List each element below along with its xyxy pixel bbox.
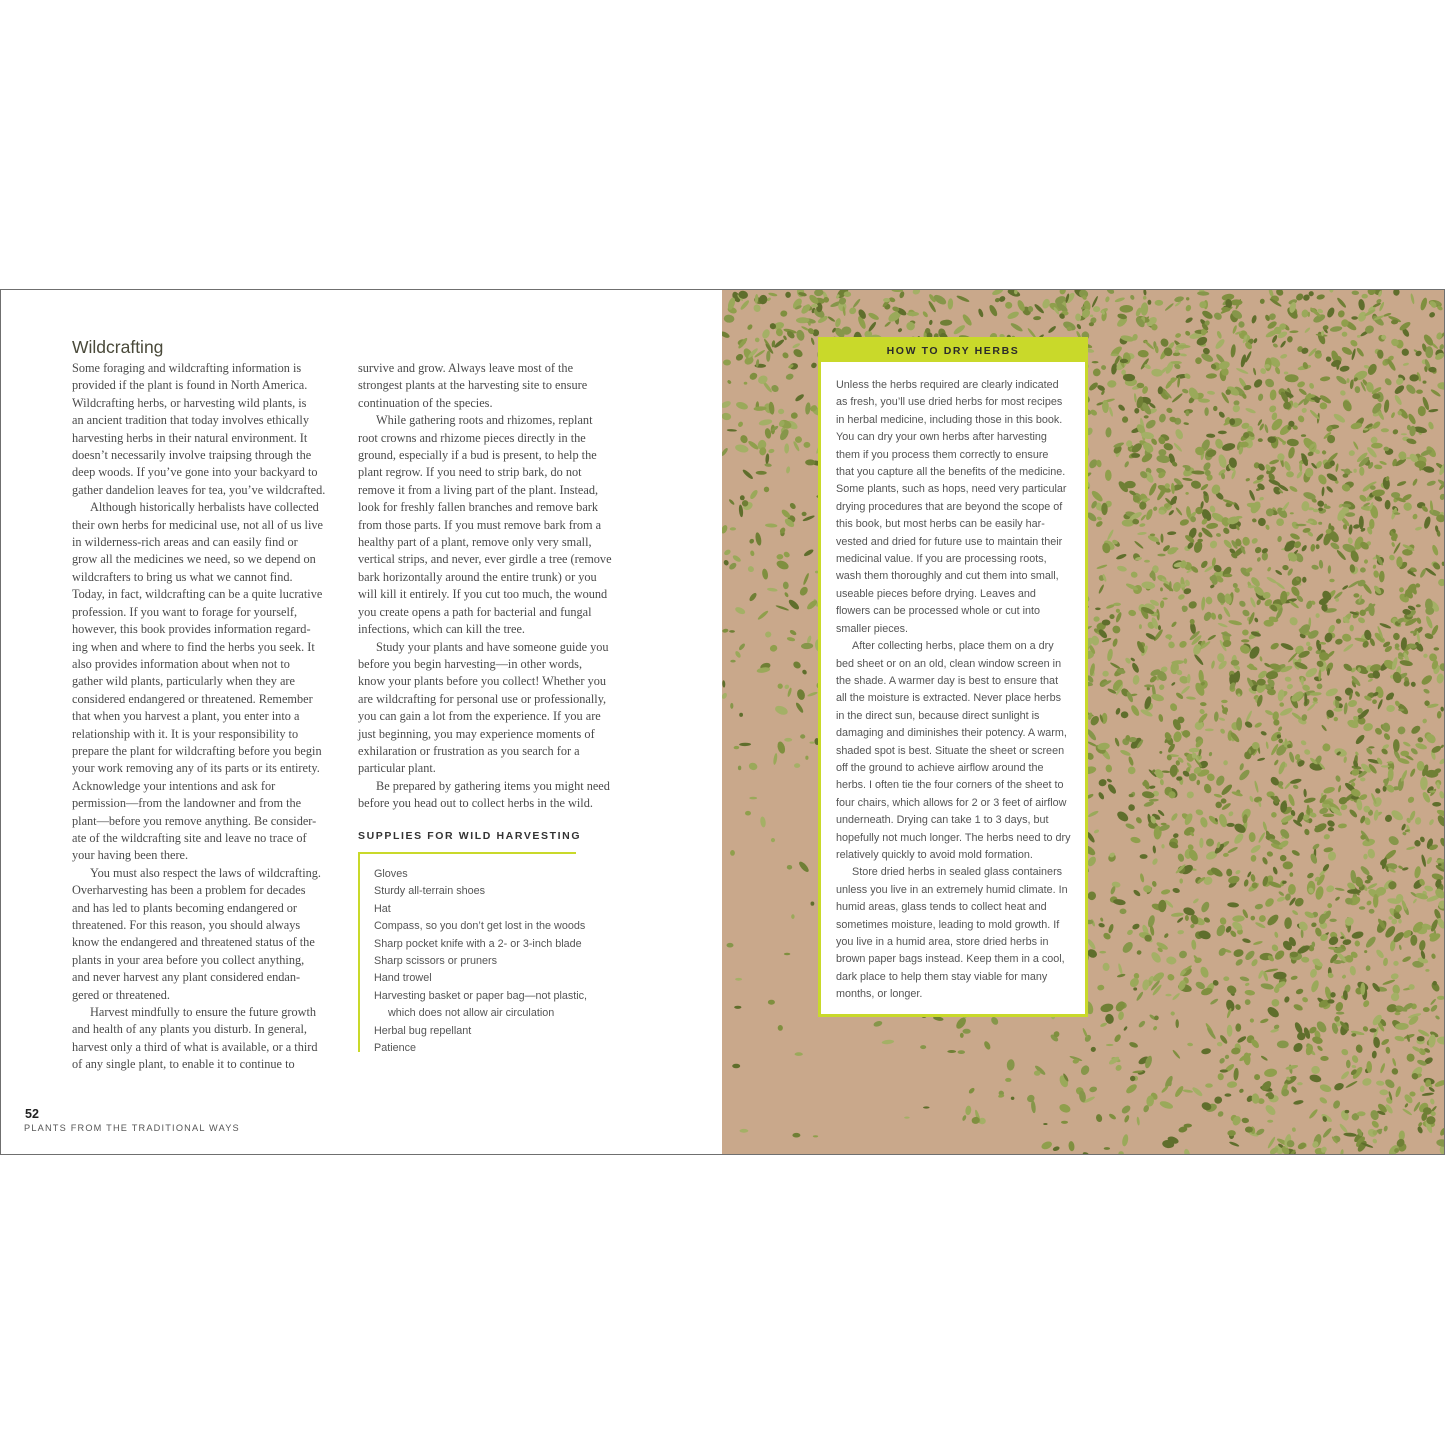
page-number: 52 [25,1107,39,1121]
sidebar-header [821,340,1085,362]
text-line: ing when and where to find the herbs you seek. It [72,639,315,654]
text-line: in the direct sun, because direct sunlight is [836,709,1040,722]
text-line: relationship with it. It is your responsibility to [72,726,299,741]
text-line: doesn’t necessarily involve traipsing through the [72,448,312,463]
text-line: Wildcrafting herbs, or harvesting wild plants, is [72,395,307,410]
text-line: you can gain a lot from the experience. If you are [358,709,601,724]
text-line: exhilaration or frustration as you search for a [358,743,580,758]
text-line: You can dry your own herbs after harvesting [836,431,1047,444]
text-line: four chairs, which allows for 2 or 3 feet of airflow [836,796,1067,809]
text-line: survive and grow. Always leave most of the [358,361,574,375]
text-line: humid areas, glass tends to collect heat and [836,901,1047,914]
text-line: gered or threatened. [72,987,170,1002]
text-line: threatened. For this reason, you should always [72,918,301,932]
text-line: bed sheet or on an old, clean window screen in [836,657,1062,670]
text-line: also provides information about when not to [72,656,290,671]
sidebar-title: HOW TO DRY HERBS [886,345,1020,357]
text-line: an ancient tradition that today involves ethically [72,413,309,428]
text-line: months, or longer. [836,988,923,1001]
text-line: root crowns and rhizome pieces directly in the [358,430,586,445]
text-line: hopefully not much longer. The herbs need to dry [836,831,1071,844]
how-to-dry-herbs-sidebar [818,337,1088,1017]
text-line: Acknowledge your intentions and ask for [72,778,276,793]
text-line: plants in your area before you collect anything, [72,952,305,967]
text-line: infections, which can kill the tree. [358,622,525,637]
text-line: underneath. Drying can take 1 to 3 days, but [836,814,1049,827]
text-line: brown paper bags instead. Keep them in a cool, [836,953,1065,966]
text-line: off the ground to achieve airflow around the [836,761,1044,774]
text-line: Some plants, such as hops, need very particular [836,483,1067,496]
text-line: of any single plant, to enable it to continue to [72,1057,295,1072]
text-line: as fresh, you’ll use dried herbs for most recipes [836,396,1063,409]
text-line: will kill it entirely. If you cut too much, the wound [358,587,608,602]
text-line: healthy part of a plant, remove only very small, [358,535,592,550]
text-line: You must also respect the laws of wildcrafting. [90,865,321,880]
sidebar-text [836,377,1070,1004]
text-line: herbs. I often tie the four corners of the sheet to [836,779,1064,792]
text-line: know the endangered and threatened status of the [72,935,315,950]
text-line: After collecting herbs, place them on a dry [852,640,1054,653]
supply-item: Patience [374,1042,417,1055]
supply-item: which does not allow air circulation [388,1007,555,1020]
text-line: plant regrow. If you need to strip bark, do not [358,465,582,480]
text-line: ground, especially if a bud is present, to help the [358,448,597,463]
text-line: relatively quickly to avoid mold formation. [836,848,1033,861]
supply-item: Sharp pocket knife with a 2- or 3-inch blade [374,937,582,950]
text-line: from those parts. If you must remove bark from a [358,517,602,532]
text-line: that when you harvest a plant, you enter into a [72,709,300,724]
supply-item: Harvesting basket or paper bag—not plastic, [374,989,588,1002]
text-line: provided if the plant is found in North America. [72,378,308,393]
text-line: useable pieces before drying. Leaves and [836,587,1036,600]
text-line: considered endangered or threatened. Remember [72,691,313,706]
text-line: wash them thoroughly and cut them into small, [836,570,1059,583]
text-line: Overharvesting has been a problem for decades [72,883,306,898]
text-line: permission—from the landowner and from the [72,796,302,811]
text-line: are wildcrafting for personal use or professionally, [358,691,607,706]
supply-item: Herbal bug repellant [374,1024,472,1037]
text-line: Although historically herbalists have collected [90,500,319,515]
text-line: Study your plants and have someone guide you [376,639,609,654]
section-title: Wildcrafting [72,337,164,357]
supplies-list [374,866,587,1057]
text-line: Store dried herbs in sealed glass containers [852,866,1063,879]
text-line: vertical strips, and never, ever girdle a tree (remove [358,552,612,567]
left-page [1,290,722,1154]
text-line: harvest only a third of what is available, or a third [72,1039,318,1054]
text-line: damaging and diminishes their potency. A warm, [836,727,1067,740]
text-line: them if you process them correctly to ensure [836,448,1049,461]
text-line: their own herbs for medicinal use, not all of us live [72,517,323,532]
text-line: Unless the herbs required are clearly indicated [836,379,1059,391]
text-line: smaller pieces. [836,622,909,635]
text-line: profession. If you want to forage for yourself, [72,604,298,619]
text-line: and health of any plants you disturb. In general, [72,1022,307,1037]
supply-item: Hand trowel [374,972,432,985]
text-line: Today, in fact, wildcrafting can be a quite lucrative [72,587,323,602]
text-line: medicinal value. If you are processing roots, [836,553,1047,566]
text-line: drying procedures that are beyond the scope of [836,500,1063,513]
text-line: before you begin harvesting—in other words, [358,656,583,671]
text-line: harvesting herbs in their natural environment. It [72,430,308,445]
text-line: Harvest mindfully to ensure the future growth [90,1005,317,1020]
text-line: plant—before you remove anything. Be consider- [72,813,317,828]
supply-item: Sharp scissors or pruners [374,955,498,968]
text-line: gather dandelion leaves for tea, you’ve wildcrafted. [72,482,326,497]
text-line: however, this book provides information regard- [72,622,311,637]
text-line: bark horizontally around the entire trunk) or you [358,569,597,584]
text-line: all the moisture is extracted. Never place herbs [836,692,1062,705]
supply-item: Compass, so you don’t get lost in the woods [374,920,586,933]
herb-photo [722,290,1444,1154]
text-line: you create opens a path for bacterial and fungal [358,604,592,619]
text-line: the shade. A warmer day is best to ensure that [836,674,1059,687]
text-line: and has led to plants becoming endangered or [72,900,298,915]
text-line: vested and dried for future use to maintain their [836,535,1063,548]
text-line: look for freshly fallen branches and remove bark [358,500,599,515]
text-line: Some foraging and wildcrafting information is [72,361,302,375]
text-line: and never harvest any plant considered endan- [72,970,301,985]
text-line: particular plant. [358,761,436,776]
text-line: strongest plants at the harvesting site to ensure [358,378,588,393]
text-line: gather wild plants, particularly when they are [72,674,295,689]
text-line: this book, but most herbs can be easily har- [836,518,1045,531]
text-line: sometimes moisture, leading to mold growth. If [836,918,1060,931]
text-line: before you head out to collect herbs in the wild. [358,796,593,811]
text-line: Be prepared by gathering items you might need [376,778,610,793]
text-line: your having been there. [72,848,189,863]
text-line: shaded spot is best. Situate the sheet or screen [836,744,1065,757]
running-footer: PLANTS FROM THE TRADITIONAL WAYS [24,1123,240,1133]
text-column-2 [358,360,630,813]
text-line: While gathering roots and rhizomes, replant [376,413,593,428]
text-line: in wilderness-rich areas and can easily find or [72,535,298,550]
text-line: in herbal medicine, including those in this book. [836,413,1063,426]
text-line: prepare the plant for wildcrafting before you begin [72,743,322,758]
supply-item: Hat [374,902,391,915]
text-line: you live in a humid area, store dried herbs in [836,936,1049,948]
text-line: your work removing any of its parts or its entirety. [72,761,320,776]
text-line: just beginning, you may experience moments of [358,726,595,741]
text-line: deep woods. If you’ve gone into your backyard to [72,465,318,480]
text-line: unless you live in an extremely humid climate. In [836,883,1068,896]
text-line: continuation of the species. [358,395,493,410]
text-line: dark place to help them stay viable for many [836,970,1048,983]
text-line: know your plants before you collect! Whether you [358,674,607,689]
text-line: flowers can be processed whole or cut into [836,605,1041,618]
supply-item: Gloves [374,868,408,880]
text-line: remove it from a living part of the plant. Instead, [358,482,599,497]
text-line: grow all the medicines we need, so we depend on [72,552,316,567]
text-line: that you capture all the benefits of the medicine. [836,466,1066,479]
book-spread [0,289,1445,1155]
text-column-1 [72,360,342,1074]
text-line: wildcrafters to bring us what we cannot find. [72,569,293,584]
text-line: ate of the wildcrafting site and leave no trace of [72,830,307,845]
supplies-heading: SUPPLIES FOR WILD HARVESTING [358,830,582,842]
supply-item: Sturdy all-terrain shoes [374,885,486,898]
